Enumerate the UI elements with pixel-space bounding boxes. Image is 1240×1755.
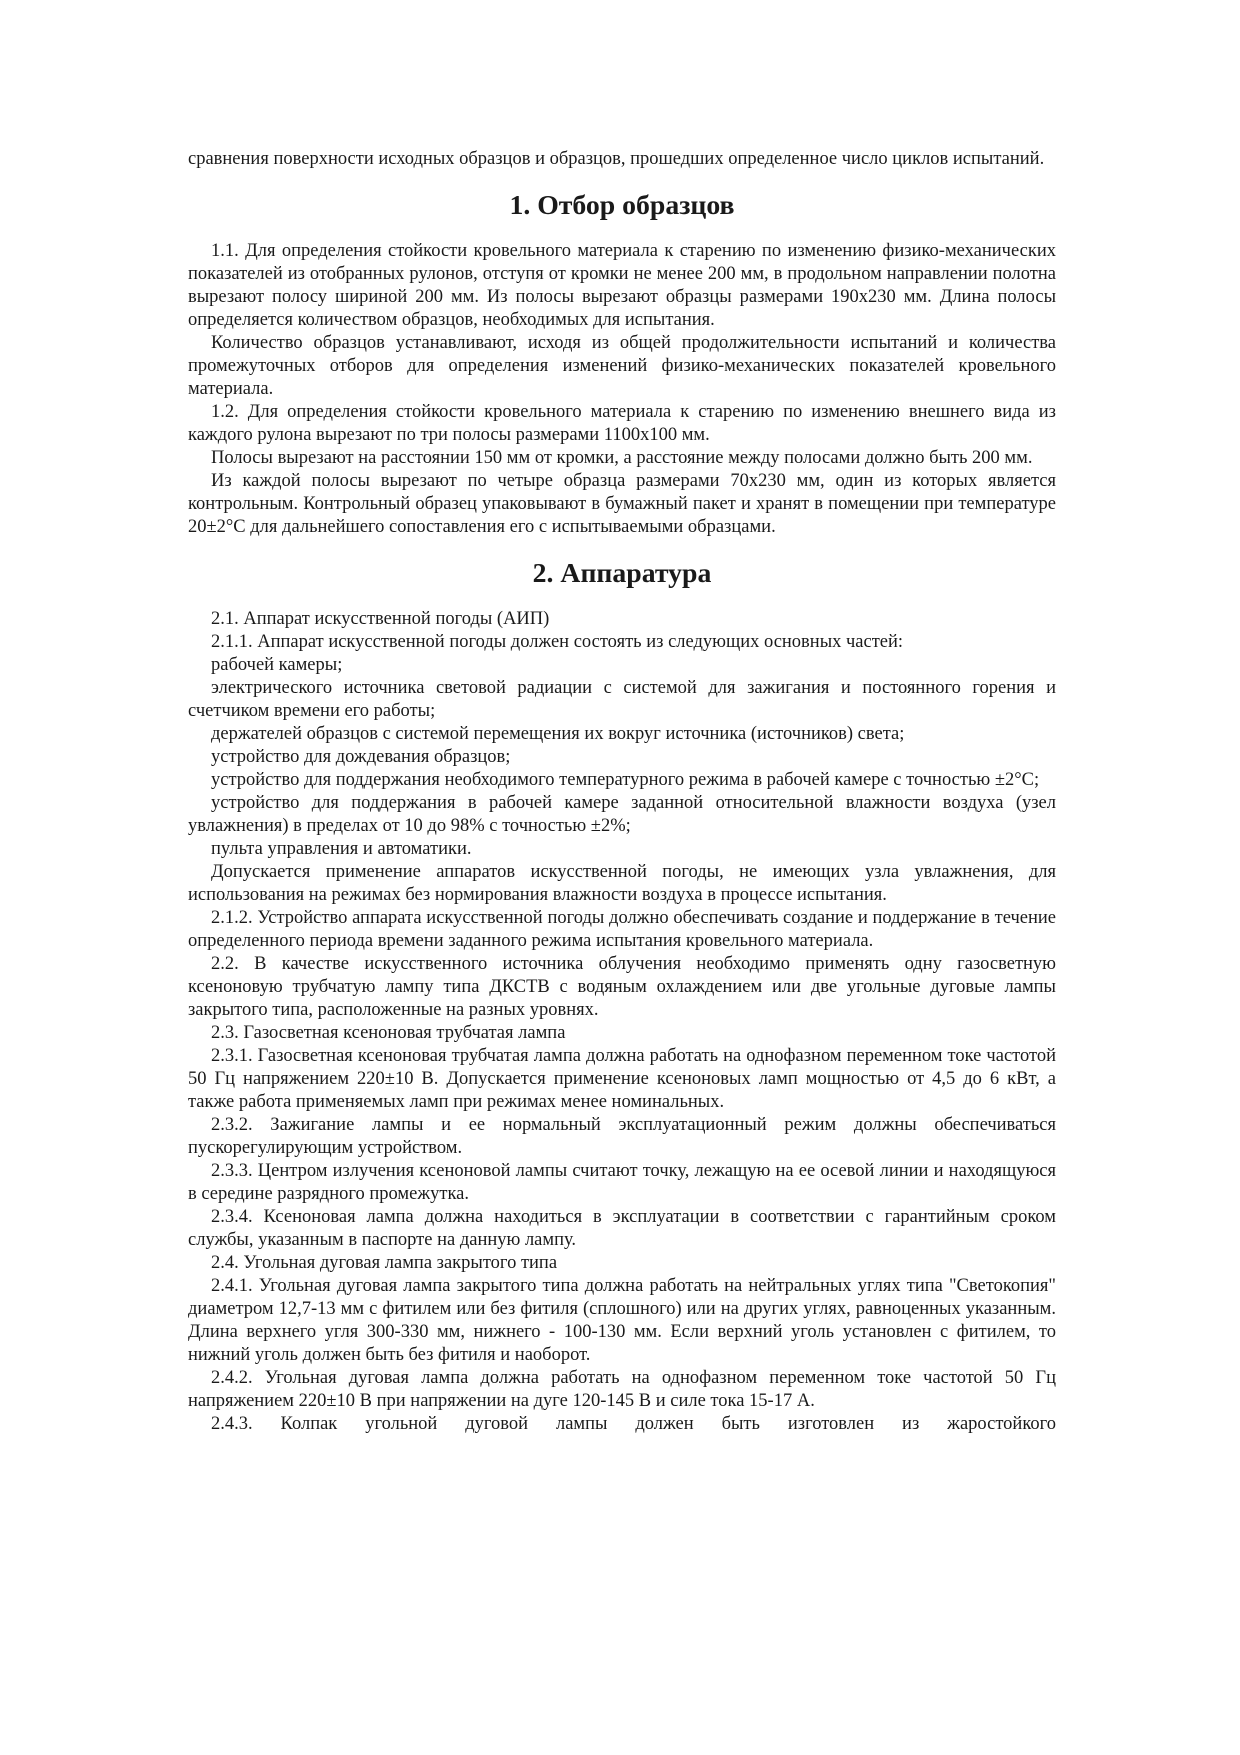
paragraph-2-1-1: 2.1.1. Аппарат искусственной погоды должен состоять из следующих основных частей: [211, 632, 904, 652]
paragraph-2-3-4: 2.3.4. Ксеноновая лампа должна находиться в эксплуатации в соответствии с гарантийным сроком службы, указанным в паспорте на данную лампу. [188, 1207, 1056, 1250]
section-2-heading: 2. Аппаратура [532, 558, 712, 589]
list-item-rain-device: устройство для дождевания образцов; [211, 747, 511, 767]
paragraph-1-2-strips: Полосы вырезают на расстоянии 150 мм от кромки, а расстояние между полосами должно быть 200 мм. [211, 448, 1033, 468]
paragraph-1-1-quantity: Количество образцов устанавливают, исходя из общей продолжительности испытаний и количества промежуточных отборов для определения изменений физико-механических показателей кровельного материала. [188, 333, 1056, 399]
paragraph-2-2: 2.2. В качестве искусственного источника облучения необходимо применять одну газосветную ксеноновую трубчатую лампу типа ДКСТВ с водяным охлаждением или две угольные дуговые лампы закрытого типа, расположенные на разных уровнях. [188, 954, 1056, 1020]
paragraph-2-1-2: 2.1.2. Устройство аппарата искусственной погоды должно обеспечивать создание и поддержание в течение определенного периода времени заданного режима испытания кровельного материала. [188, 908, 1056, 951]
list-item-chamber: рабочей камеры; [211, 655, 343, 675]
paragraph-1-2: 1.2. Для определения стойкости кровельного материала к старению по изменению внешнего вида из каждого рулона вырезают по три полосы размерами 1100х100 мм. [188, 402, 1056, 445]
section-1-heading: 1. Отбор образцов [509, 190, 735, 221]
list-item-sample-holders: держателей образцов с системой перемещения их вокруг источника (источников) света; [211, 724, 905, 744]
paragraph-2-3-2: 2.3.2. Зажигание лампы и ее нормальный эксплуатационный режим должны обеспечиваться пускорегулирующим устройством. [188, 1115, 1056, 1158]
list-item-temperature-device: устройство для поддержания необходимого температурного режима в рабочей камере с точностью ±2°С; [211, 770, 1040, 790]
paragraph-1-2-samples: Из каждой полосы вырезают по четыре образца размерами 70х230 мм, один из которых является контрольным. Контрольный образец упаковывают в бумажный пакет и хранят в помещении при температуре 20±2°С для дальнейшего сопоставления его с испытываемыми образцами. [188, 471, 1056, 537]
paragraph-2-1: 2.1. Аппарат искусственной погоды (АИП) [211, 609, 550, 629]
intro-paragraph: сравнения поверхности исходных образцов и образцов, прошедших определенное число циклов испытаний. [188, 149, 1045, 169]
paragraph-2-3-3: 2.3.3. Центром излучения ксеноновой лампы считают точку, лежащую на ее осевой линии и находящуюся в середине разрядного промежутка. [188, 1161, 1056, 1204]
paragraph-2-4-2: 2.4.2. Угольная дуговая лампа должна работать на однофазном переменном токе частотой 50 Гц напряжением 220±10 В при напряжении на дуге 120-145 В и силе тока 15-17 А. [188, 1368, 1056, 1411]
paragraph-1-1: 1.1. Для определения стойкости кровельного материала к старению по изменению физико-механических показателей из отобранных рулонов, отступя от кромки не менее 200 мм, в продольном направлении полотна вырезают полосу шириной 200 мм. Из полосы вырезают образцы размерами 190х230 мм. Длина полосы определяется количеством образцов, необходимых для испытания. [188, 241, 1056, 330]
list-item-control-panel: пульта управления и автоматики. [211, 839, 472, 859]
document-page [188, 148, 1056, 1436]
paragraph-2-4-3: 2.4.3. Колпак угольной дуговой лампы должен быть изготовлен из жаростойкого [211, 1414, 1056, 1434]
list-item-light-source: электрического источника световой радиации с системой для зажигания и постоянного горения и счетчиком времени его работы; [188, 678, 1056, 721]
list-item-humidity-device: устройство для поддержания в рабочей камере заданной относительной влажности воздуха (узел увлажнения) в пределах от 10 до 98% с точностью ±2%; [188, 793, 1056, 836]
paragraph-2-4-1: 2.4.1. Угольная дуговая лампа закрытого типа должна работать на нейтральных углях типа "Светокопия" диаметром 12,7-13 мм с фитилем или без фитиля (сплошного) или на других углях, равноценных указанным. Длина верхнего угля 300-330 мм, нижнего - 100-130 мм. Если верхний уголь установлен с фитилем, то нижний уголь должен быть без фитиля и наоборот. [188, 1276, 1056, 1365]
paragraph-2-3: 2.3. Газосветная ксеноновая трубчатая лампа [211, 1023, 566, 1043]
paragraph-2-1-1-note: Допускается применение аппаратов искусственной погоды, не имеющих узла увлажнения, для использования на режимах без нормирования влажности воздуха в процессе испытания. [188, 862, 1056, 905]
paragraph-2-3-1: 2.3.1. Газосветная ксеноновая трубчатая лампа должна работать на однофазном переменном токе частотой 50 Гц напряжением 220±10 В. Допускается применение ксеноновых ламп мощностью от 4,5 до 6 кВт, а также работа применяемых ламп при режимах менее номинальных. [188, 1046, 1056, 1112]
paragraph-2-4: 2.4. Угольная дуговая лампа закрытого типа [211, 1253, 558, 1273]
